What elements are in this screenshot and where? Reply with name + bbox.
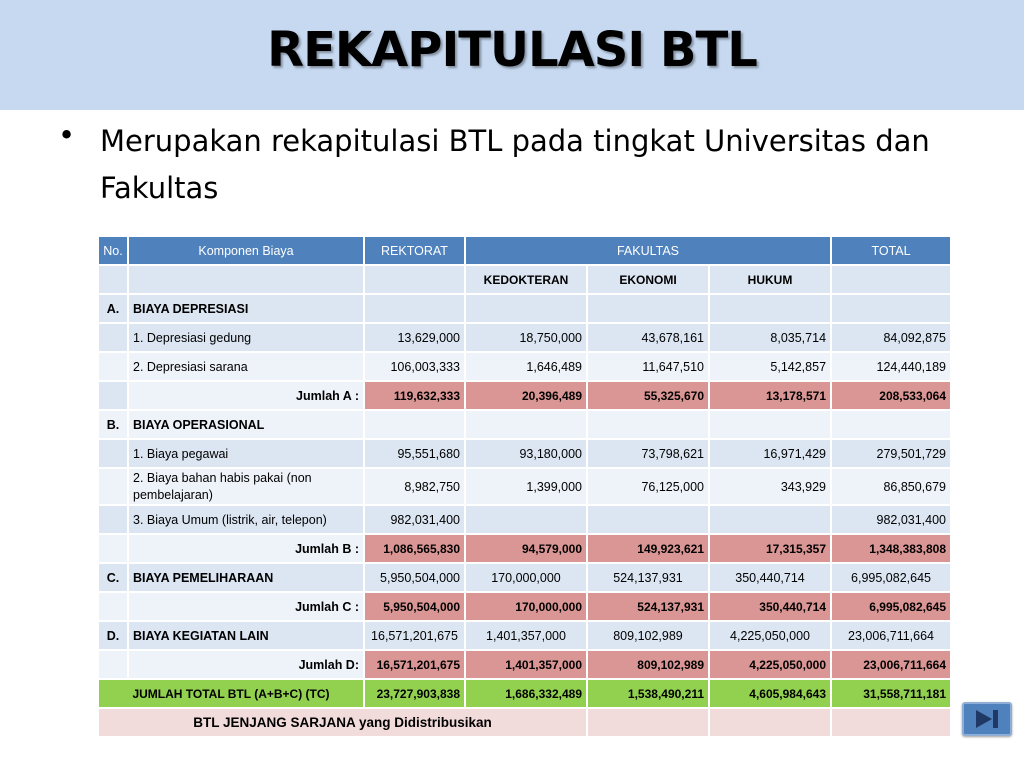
sum-hukum: 13,178,571 xyxy=(709,381,831,410)
cell-total: 23,006,711,664 xyxy=(831,621,951,650)
next-slide-icon xyxy=(973,708,1001,730)
sum-kedokteran: 170,000,000 xyxy=(465,592,587,621)
cell-hukum: 5,142,857 xyxy=(709,352,831,381)
empty-cell xyxy=(709,294,831,323)
sum-rektorat: 16,571,201,675 xyxy=(364,650,465,679)
grand-ekonomi: 1,538,490,211 xyxy=(587,679,709,708)
section-no: A. xyxy=(98,294,128,323)
cell-kedokteran: 1,646,489 xyxy=(465,352,587,381)
empty-cell xyxy=(709,505,831,534)
btl-table xyxy=(97,235,952,738)
sum-total: 1,348,383,808 xyxy=(831,534,951,563)
cell-rektorat: 13,629,000 xyxy=(364,323,465,352)
sum-row-a xyxy=(98,381,951,410)
empty-cell xyxy=(831,708,951,737)
sum-label: Jumlah A : xyxy=(128,381,364,410)
cell-total: 86,850,679 xyxy=(831,468,951,505)
sum-hukum: 17,315,357 xyxy=(709,534,831,563)
table-row xyxy=(98,505,951,534)
row-label: 3. Biaya Umum (listrik, air, telepon) xyxy=(128,505,364,534)
row-label: 2. Depresiasi sarana xyxy=(128,352,364,381)
header-row xyxy=(98,236,951,265)
section-row-c xyxy=(98,563,951,592)
subheader-row xyxy=(98,265,951,294)
bullet-text: Merupakan rekapitulasi BTL pada tingkat Universitas dan Fakultas xyxy=(100,124,930,205)
cell-total: 279,501,729 xyxy=(831,439,951,468)
cell-kedokteran: 18,750,000 xyxy=(465,323,587,352)
footer-row xyxy=(98,708,951,737)
empty-cell xyxy=(587,708,709,737)
section-row-b xyxy=(98,410,951,439)
section-label: BIAYA DEPRESIASI xyxy=(128,294,364,323)
table-row xyxy=(98,439,951,468)
cell-rektorat: 8,982,750 xyxy=(364,468,465,505)
header-fakultas: FAKULTAS xyxy=(465,236,831,265)
empty-cell xyxy=(465,294,587,323)
footer-label: BTL JENJANG SARJANA yang Didistribusikan xyxy=(98,708,587,737)
cell-kedokteran: 170,000,000 xyxy=(465,563,587,592)
sum-label: Jumlah B : xyxy=(128,534,364,563)
sum-ekonomi: 524,137,931 xyxy=(587,592,709,621)
sum-rektorat: 119,632,333 xyxy=(364,381,465,410)
empty-cell xyxy=(587,294,709,323)
table-row xyxy=(98,352,951,381)
empty-cell xyxy=(98,650,128,679)
empty-cell xyxy=(831,410,951,439)
subheader-kedokteran: KEDOKTERAN xyxy=(465,265,587,294)
empty-cell xyxy=(98,592,128,621)
cell-hukum: 4,225,050,000 xyxy=(709,621,831,650)
row-label: 2. Biaya bahan habis pakai (non pembelajaran) xyxy=(128,468,364,505)
sum-row-c xyxy=(98,592,951,621)
empty-cell xyxy=(98,381,128,410)
section-row-d xyxy=(98,621,951,650)
row-label: 1. Depresiasi gedung xyxy=(128,323,364,352)
sum-row-b xyxy=(98,534,951,563)
grand-total-row xyxy=(98,679,951,708)
grand-total-label: JUMLAH TOTAL BTL (A+B+C) (TC) xyxy=(98,679,364,708)
sum-kedokteran: 20,396,489 xyxy=(465,381,587,410)
sum-label: Jumlah D: xyxy=(128,650,364,679)
cell-ekonomi: 76,125,000 xyxy=(587,468,709,505)
section-label: BIAYA PEMELIHARAAN xyxy=(128,563,364,592)
slide-title: REKAPITULASI BTL xyxy=(267,22,757,78)
section-no: B. xyxy=(98,410,128,439)
empty-cell xyxy=(98,352,128,381)
cell-ekonomi: 809,102,989 xyxy=(587,621,709,650)
cell-ekonomi: 43,678,161 xyxy=(587,323,709,352)
sum-total: 208,533,064 xyxy=(831,381,951,410)
cell-rektorat: 5,950,504,000 xyxy=(364,563,465,592)
table-row xyxy=(98,468,951,505)
empty-cell xyxy=(98,323,128,352)
sum-row-d xyxy=(98,650,951,679)
cell-hukum: 16,971,429 xyxy=(709,439,831,468)
empty-cell xyxy=(364,410,465,439)
header-no: No. xyxy=(98,236,128,265)
empty-cell xyxy=(587,505,709,534)
cell-total: 124,440,189 xyxy=(831,352,951,381)
table-row xyxy=(98,323,951,352)
grand-kedokteran: 1,686,332,489 xyxy=(465,679,587,708)
empty-cell xyxy=(709,708,831,737)
empty-cell xyxy=(98,534,128,563)
empty-cell xyxy=(128,265,364,294)
subheader-hukum: HUKUM xyxy=(709,265,831,294)
cell-total: 6,995,082,645 xyxy=(831,563,951,592)
section-label: BIAYA OPERASIONAL xyxy=(128,410,364,439)
cell-kedokteran: 1,399,000 xyxy=(465,468,587,505)
empty-cell xyxy=(98,439,128,468)
cell-rektorat: 95,551,680 xyxy=(364,439,465,468)
grand-total: 31,558,711,181 xyxy=(831,679,951,708)
empty-cell xyxy=(465,505,587,534)
cell-hukum: 8,035,714 xyxy=(709,323,831,352)
cell-total: 982,031,400 xyxy=(831,505,951,534)
bullet-marker: • xyxy=(58,118,76,152)
next-slide-button[interactable] xyxy=(962,702,1012,736)
cell-total: 84,092,875 xyxy=(831,323,951,352)
section-no: C. xyxy=(98,563,128,592)
sum-ekonomi: 809,102,989 xyxy=(587,650,709,679)
sum-total: 23,006,711,664 xyxy=(831,650,951,679)
sum-ekonomi: 55,325,670 xyxy=(587,381,709,410)
sum-rektorat: 5,950,504,000 xyxy=(364,592,465,621)
empty-cell xyxy=(465,410,587,439)
section-label: BIAYA KEGIATAN LAIN xyxy=(128,621,364,650)
cell-kedokteran: 1,401,357,000 xyxy=(465,621,587,650)
cell-kedokteran: 93,180,000 xyxy=(465,439,587,468)
sum-kedokteran: 94,579,000 xyxy=(465,534,587,563)
grand-rektorat: 23,727,903,838 xyxy=(364,679,465,708)
header-komponen: Komponen Biaya xyxy=(128,236,364,265)
cell-ekonomi: 524,137,931 xyxy=(587,563,709,592)
empty-cell xyxy=(364,294,465,323)
row-label: 1. Biaya pegawai xyxy=(128,439,364,468)
grand-hukum: 4,605,984,643 xyxy=(709,679,831,708)
header-total: TOTAL xyxy=(831,236,951,265)
section-no: D. xyxy=(98,621,128,650)
sum-kedokteran: 1,401,357,000 xyxy=(465,650,587,679)
cell-hukum: 343,929 xyxy=(709,468,831,505)
cell-hukum: 350,440,714 xyxy=(709,563,831,592)
sum-hukum: 4,225,050,000 xyxy=(709,650,831,679)
empty-cell xyxy=(98,505,128,534)
sum-total: 6,995,082,645 xyxy=(831,592,951,621)
subheader-ekonomi: EKONOMI xyxy=(587,265,709,294)
empty-cell xyxy=(98,468,128,505)
cell-rektorat: 982,031,400 xyxy=(364,505,465,534)
sum-ekonomi: 149,923,621 xyxy=(587,534,709,563)
empty-cell xyxy=(98,265,128,294)
empty-cell xyxy=(587,410,709,439)
sum-hukum: 350,440,714 xyxy=(709,592,831,621)
empty-cell xyxy=(709,410,831,439)
empty-cell xyxy=(364,265,465,294)
empty-cell xyxy=(831,294,951,323)
sum-rektorat: 1,086,565,830 xyxy=(364,534,465,563)
cell-rektorat: 106,003,333 xyxy=(364,352,465,381)
sum-label: Jumlah C : xyxy=(128,592,364,621)
section-row-a xyxy=(98,294,951,323)
empty-cell xyxy=(831,265,951,294)
cell-rektorat: 16,571,201,675 xyxy=(364,621,465,650)
cell-ekonomi: 11,647,510 xyxy=(587,352,709,381)
header-rektorat: REKTORAT xyxy=(364,236,465,265)
cell-ekonomi: 73,798,621 xyxy=(587,439,709,468)
